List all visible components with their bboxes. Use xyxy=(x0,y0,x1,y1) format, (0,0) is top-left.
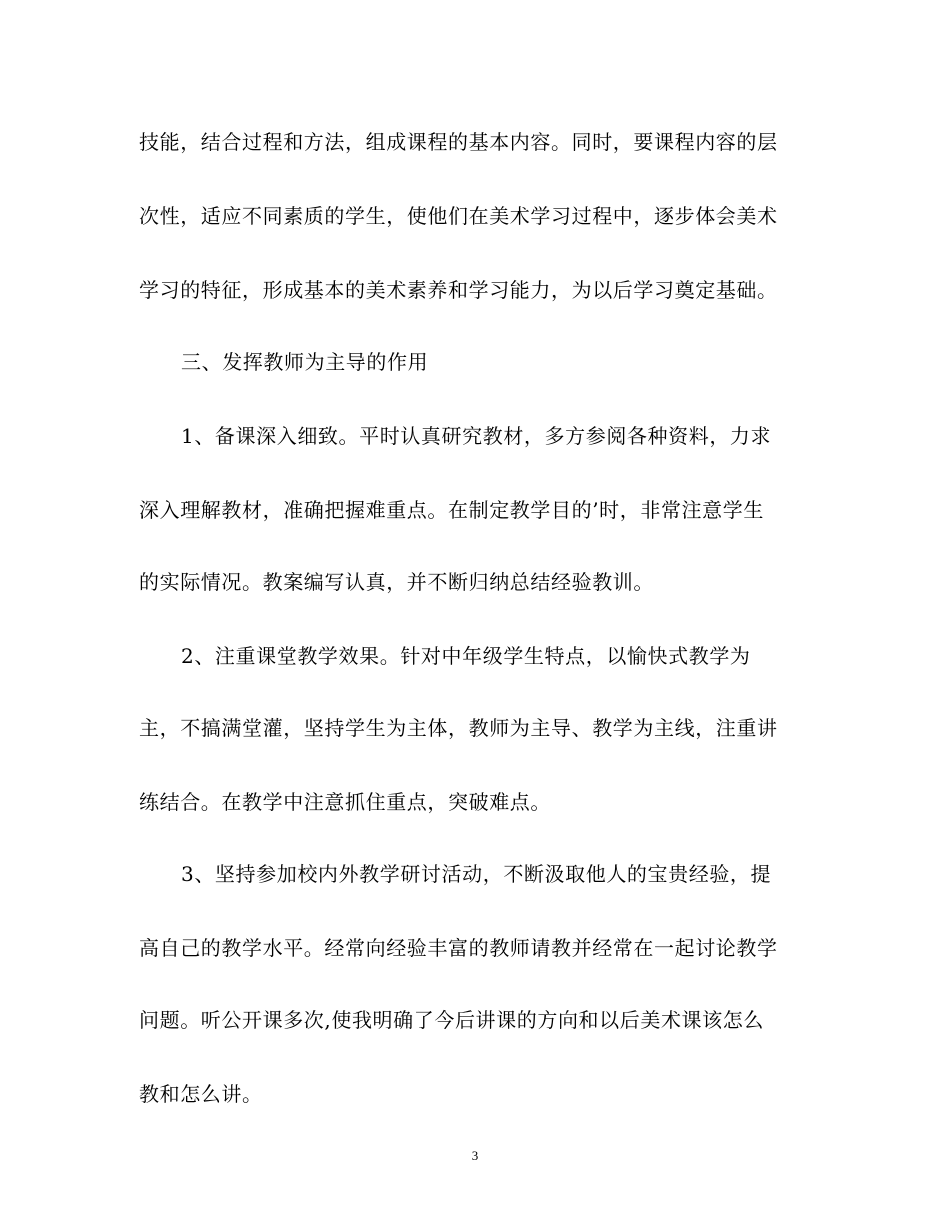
text-line-10: 练结合。在教学中注意抓住重点，突破难点。 xyxy=(139,790,551,814)
text-line-2: 次性，适应不同素质的学生，使他们在美术学习过程中，逐步体会美术 xyxy=(139,204,778,228)
text-line-5: 1、备课深入细致。平时认真研究教材，多方参阅各种资料，力求 xyxy=(181,424,772,448)
text-line-8: 2、注重课堂教学效果。针对中年级学生特点，以愉快式教学为 xyxy=(181,644,751,668)
page-number: 3 xyxy=(471,1148,479,1163)
text-line-14: 教和怎么讲。 xyxy=(139,1082,263,1106)
text-line-3: 学习的特征，形成基本的美术素养和学习能力，为以后学习奠定基础。 xyxy=(139,278,778,302)
text-line-6: 深入理解教材，准确把握难重点。在制定教学目的’时，非常注意学生 xyxy=(139,498,764,522)
text-line-12: 高自己的教学水平。经常向经验丰富的教师请教并经常在一起讨论教学 xyxy=(139,936,778,960)
text-line-7: 的实际情况。教案编写认真，并不断归纳总结经验教训。 xyxy=(139,570,654,594)
text-line-13: 问题。听公开课多次,使我明确了今后讲课的方向和以后美术课该怎么 xyxy=(139,1008,764,1032)
text-line-11: 3、坚持参加校内外教学研讨活动，不断汲取他人的宝贵经验，提 xyxy=(181,862,772,886)
section-heading: 三、发挥教师为主导的作用 xyxy=(181,350,429,374)
text-line-1: 技能，结合过程和方法，组成课程的基本内容。同时，要课程内容的层 xyxy=(139,130,778,154)
text-line-9: 主，不搞满堂灌，坚持学生为主体，教师为主导、教学为主线，注重讲 xyxy=(139,716,778,740)
